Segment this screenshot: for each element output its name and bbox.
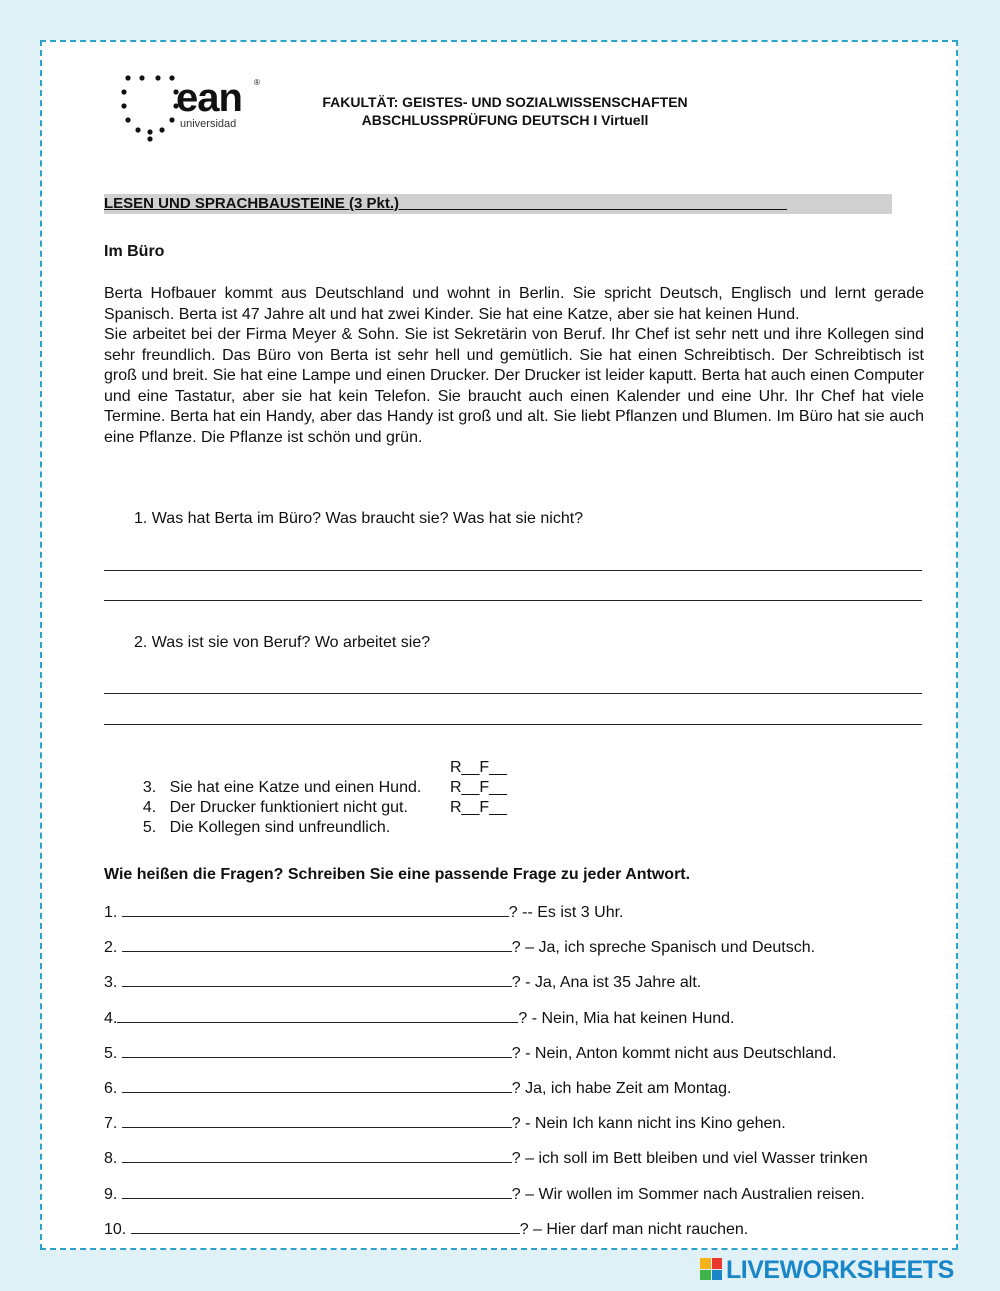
question-blank[interactable] <box>122 1078 512 1093</box>
true-false-row <box>134 798 507 858</box>
answer-text: ? - Nein Ich kann nicht ins Kino gehen. <box>511 1115 786 1132</box>
answer-number: 7. <box>104 1115 122 1132</box>
answer-row <box>104 972 701 992</box>
true-false-statement: 5. Die Kollegen sind unfreundlich. <box>142 819 391 836</box>
answer-text: ? - Nein, Mia hat keinen Hund. <box>518 1010 735 1027</box>
answer-number: 3. <box>104 974 122 991</box>
answer-line-2a[interactable] <box>104 693 922 694</box>
answer-number: 8. <box>104 1150 122 1167</box>
answer-line-1a[interactable] <box>104 570 922 571</box>
answer-number: 2. <box>104 939 122 956</box>
logo-word: ean <box>176 76 242 120</box>
exam-header <box>290 93 720 129</box>
question-blank[interactable] <box>122 1148 512 1163</box>
logo-dots-icon <box>120 72 180 142</box>
question-blank[interactable] <box>131 1219 520 1234</box>
question-blank[interactable] <box>122 972 512 987</box>
instruction: Wie heißen die Fragen? Schreiben Sie eine passende Frage zu jeder Antwort. <box>104 866 691 883</box>
answer-text: ? - Ja, Ana ist 35 Jahre alt. <box>511 974 702 991</box>
true-false-blank[interactable]: R__F__ <box>450 759 507 776</box>
answer-number: 6. <box>104 1080 122 1097</box>
answer-text: ? – ich soll im Bett bleiben und viel Wasser trinken <box>511 1150 868 1167</box>
answer-number: 4. <box>104 1010 118 1027</box>
reading-paragraph-1: Berta Hofbauer kommt aus Deutschland und wohnt in Berlin. Sie spricht Deutsch, Englisch und lernt gerade Spanisch. Berta ist 47 Jahre alt und hat zwei Kinder. Sie hat eine Katze, aber sie hat keinen Hund. <box>104 285 924 323</box>
answer-number: 5. <box>104 1045 122 1062</box>
answer-row <box>104 1008 734 1028</box>
liveworksheets-brand: LIVEWORKSHEETS <box>726 1256 954 1284</box>
answer-text: ? - Nein, Anton kommt nicht aus Deutschland. <box>511 1045 837 1062</box>
logo-registered: ® <box>254 78 260 87</box>
question-blank[interactable] <box>122 937 512 952</box>
question-blank[interactable] <box>122 902 509 917</box>
answer-number: 10. <box>104 1221 131 1238</box>
true-false-blank[interactable]: R__F__ <box>450 779 507 796</box>
true-false-blank[interactable]: R__F__ <box>450 799 507 816</box>
question-2: 2. Was ist sie von Beruf? Wo arbeitet sie? <box>134 634 431 651</box>
answer-row <box>104 1184 865 1204</box>
answer-number: 1. <box>104 904 122 921</box>
reading-title: Im Büro <box>104 243 165 260</box>
answer-text: ? – Hier darf man nicht rauchen. <box>519 1221 749 1238</box>
answer-text: ? – Ja, ich spreche Spanisch und Deutsch. <box>511 939 816 956</box>
answer-text: ? -- Es ist 3 Uhr. <box>508 904 624 921</box>
liveworksheets-footer[interactable] <box>700 1256 994 1284</box>
answer-row <box>104 1078 731 1098</box>
question-blank[interactable] <box>122 1043 512 1058</box>
question-1: 1. Was hat Berta im Büro? Was braucht sie? Was hat sie nicht? <box>134 510 584 527</box>
answer-line-1b[interactable] <box>104 600 922 601</box>
true-false-statement: 3. Sie hat eine Katze und einen Hund. <box>142 779 422 796</box>
university-logo <box>104 62 276 150</box>
answer-line-2b[interactable] <box>104 724 922 725</box>
question-blank[interactable] <box>122 1184 512 1199</box>
answer-number: 9. <box>104 1186 122 1203</box>
logo-subtitle: universidad <box>180 118 237 130</box>
reading-paragraph-2: Sie arbeitet bei der Firma Meyer & Sohn. Sie ist Sekretärin von Beruf. Ihr Chef ist sehr nett und ihre Kollegen sind sehr freundlich. Das Büro von Berta ist sehr hell und gemütlich. Sie hat einen Schreibtisch. Der Schreibtisch ist groß und breit. Sie hat eine Lampe und einen Drucker. Der Drucker ist leider kaputt. Berta hat auch einen Computer und eine Tastatur, aber sie hat kein Telefon. Sie braucht auch einen Kalender und eine Uhr. Ihr Chef hat viele Termine. Berta hat ein Handy, aber das Handy ist groß und alt. Sie liebt Pflanzen und Blumen. Im Büro hat sie auch eine Pflanze. Die Pflanze ist schön und grün. <box>104 326 924 446</box>
exam-title: ABSCHLUSSPRÜFUNG DEUTSCH I Virtuell <box>361 112 649 128</box>
true-false-statement: 4. Der Drucker funktioniert nicht gut. <box>142 799 408 816</box>
section-title: LESEN UND SPRACHBAUSTEINE (3 Pkt.) ______________________________________________ <box>104 194 892 214</box>
answer-text: ? – Wir wollen im Sommer nach Australien reisen. <box>511 1186 865 1203</box>
answer-row <box>104 1043 836 1063</box>
question-blank[interactable] <box>122 1113 512 1128</box>
answer-row <box>104 1113 786 1133</box>
liveworksheets-logo-icon <box>700 1258 722 1280</box>
answer-row <box>104 902 624 922</box>
faculty-title: FAKULTÄT: GEISTES- UND SOZIALWISSENSCHAFTEN <box>322 94 688 110</box>
answer-row <box>104 1219 748 1239</box>
answer-text: ? Ja, ich habe Zeit am Montag. <box>511 1080 732 1097</box>
answer-row <box>104 937 815 957</box>
answer-row <box>104 1148 868 1168</box>
reading-text <box>104 284 924 448</box>
question-blank[interactable] <box>117 1008 518 1023</box>
